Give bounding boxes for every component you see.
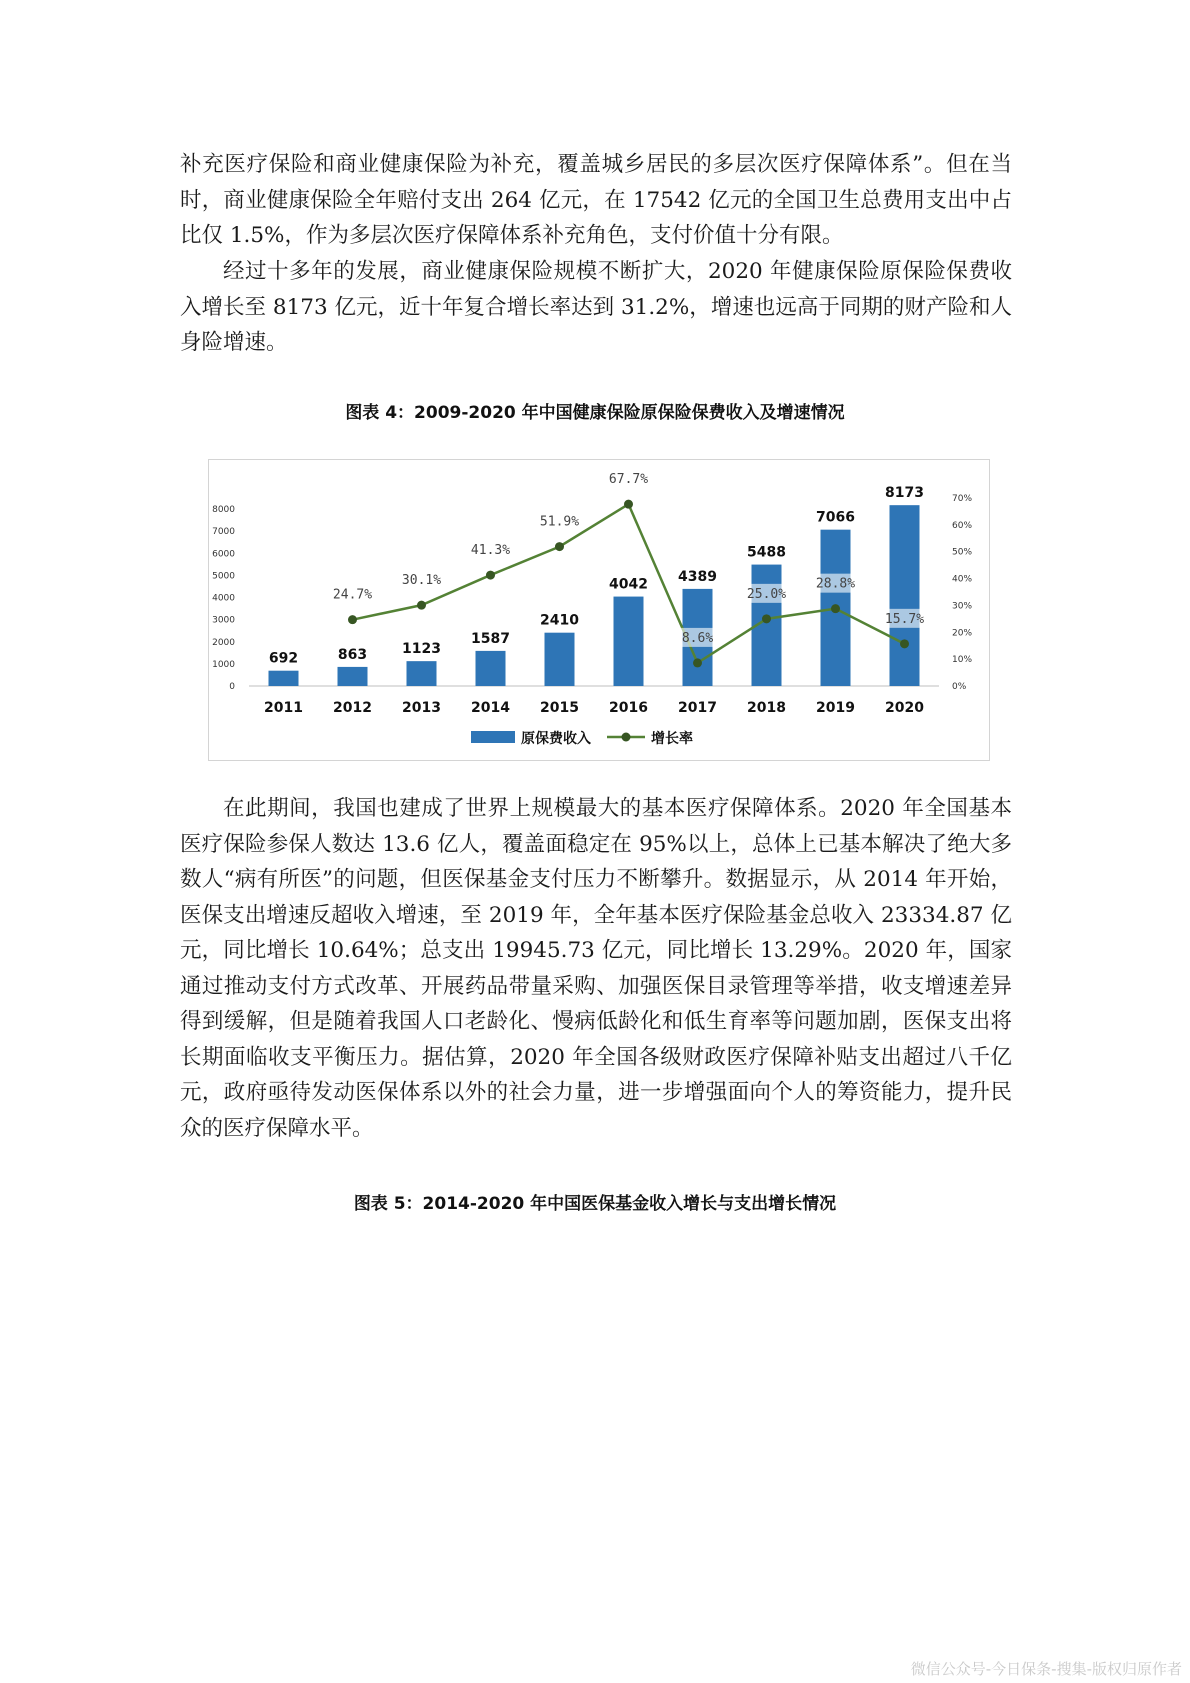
bar-label: 1587 (471, 630, 510, 647)
rate-label: 25.0% (746, 586, 787, 602)
bar-label: 7066 (816, 509, 855, 526)
bar-2020 (890, 505, 920, 686)
bar-label: 8173 (885, 485, 924, 502)
chart-canvas (209, 460, 989, 760)
right-axis-tick-label: 60% (952, 520, 973, 531)
figure-4-caption: 图表 4：2009-2020 年中国健康保险原保险保费收入及增速情况 (345, 403, 845, 423)
left-axis-tick-label: 7000 (212, 527, 235, 538)
bar-2014 (476, 651, 506, 686)
left-axis-tick-label: 5000 (212, 571, 235, 582)
bar-label: 692 (268, 650, 299, 667)
rate-label: 24.7% (332, 587, 373, 603)
premium-income-chart (208, 459, 990, 761)
legend-bar-label: 原保费收入 (521, 731, 591, 747)
legend-line-label: 增长率 (651, 731, 693, 747)
right-axis-tick-label: 70% (952, 494, 973, 504)
rate-label: 15.7% (884, 611, 925, 627)
paragraph-growth: 经过十多年的发展，商业健康保险规模不断扩大，2020 年健康保险原保险保费收入增长至 8173 亿元，近十年复合增长率达到 31.2%，增速也远高于同期的财产险和人身险增速。 (180, 259, 1012, 355)
rate-label: 8.6% (681, 630, 714, 646)
legend-bar-swatch (471, 731, 515, 743)
bar-label: 2410 (540, 612, 579, 629)
growth-rate-point (417, 601, 426, 610)
right-axis-tick-label: 40% (952, 574, 973, 585)
growth-rate-point (348, 615, 357, 624)
category-label: 2015 (540, 700, 579, 716)
growth-rate-point (762, 614, 771, 623)
growth-rate-point (486, 571, 495, 580)
left-axis-tick-label: 2000 (212, 637, 235, 648)
bar-label: 5488 (747, 544, 786, 561)
category-label: 2019 (816, 700, 855, 716)
left-axis-tick-label: 6000 (212, 549, 235, 560)
growth-rate-point (555, 542, 564, 551)
left-axis-tick-label: 3000 (212, 615, 235, 626)
bar-2012 (338, 667, 368, 686)
bar-label: 4042 (609, 576, 648, 593)
bar-2016 (614, 597, 644, 686)
right-axis-tick-label: 30% (952, 601, 973, 612)
bar-label: 863 (337, 646, 368, 663)
bar-2015 (545, 633, 575, 686)
paragraph-medical-insurance: 在此期间，我国也建成了世界上规模最大的基本医疗保障体系。2020 年全国基本医疗保险参保人数达 13.6 亿人，覆盖面稳定在 95%以上，总体上已基本解决了绝大多数人“病有所医”的问题，但医保基金支付压力不断攀升。数据显示，从 2014 年开始，医保支出增速反超收入增速，至 2019 年，全年基本医疗保险基金总收入 23334.87 亿元，同比增长 10.64%；总支出 19945.73 亿元，同比增长 13.29%。2020 年，国家通过推动支付方式改革、开展药品带量采购、加强医保目录管理等举措，收支增速差异得到缓解，但是随着我国人口老龄化、慢病低龄化和低生育率等问题加剧，医保支出将长期面临收支平衡压力。据估算，2020 年全国各级财政医疗保障补贴支出超过八千亿元，政府亟待发动医保体系以外的社会力量，进一步增强面向个人的筹资能力，提升民众的医疗保障水平。 (180, 796, 1012, 1141)
right-axis-tick-label: 50% (952, 547, 973, 558)
category-label: 2020 (885, 700, 924, 716)
category-label: 2011 (264, 700, 303, 716)
left-axis-tick-label: 4000 (212, 593, 235, 604)
category-label: 2012 (333, 700, 372, 716)
left-axis-tick-label: 1000 (212, 659, 235, 670)
category-label: 2016 (609, 700, 648, 716)
right-axis-tick-label: 0% (952, 682, 967, 692)
category-label: 2018 (747, 700, 786, 716)
rate-label: 30.1% (401, 573, 442, 589)
paragraph-intro: 补充医疗保险和商业健康保险为补充，覆盖城乡居民的多层次医疗保障体系”。但在当时，商业健康保险全年赔付支出 264 亿元，在 17542 亿元的全国卫生总费用支出中占比仅 1.5%，作为多层次医疗保障体系补充角色，支付价值十分有限。 (180, 152, 1012, 248)
category-label: 2013 (402, 700, 441, 716)
figure-5-caption: 图表 5：2014-2020 年中国医保基金收入增长与支出增长情况 (353, 1194, 837, 1214)
bar-2011 (269, 671, 299, 686)
rate-label: 41.3% (470, 543, 511, 559)
right-axis-tick-label: 10% (952, 655, 973, 666)
bar-label: 1123 (402, 641, 441, 658)
right-axis-tick-label: 20% (952, 628, 973, 639)
bar-2013 (407, 661, 437, 686)
bar-label: 4389 (678, 568, 717, 585)
left-axis-tick-label: 0 (229, 682, 235, 692)
rate-label: 28.8% (815, 576, 856, 592)
left-axis-tick-label: 8000 (212, 505, 235, 515)
growth-rate-point (693, 658, 702, 667)
category-label: 2017 (678, 700, 717, 716)
legend-line-marker (622, 733, 631, 742)
growth-rate-point (900, 639, 909, 648)
growth-rate-point (624, 500, 633, 509)
rate-label: 67.7% (608, 472, 649, 488)
rate-label: 51.9% (539, 514, 580, 530)
category-label: 2014 (471, 700, 510, 716)
growth-rate-point (831, 604, 840, 613)
watermark: 微信公众号-今日保条-搜集-版权归原作者 (910, 1660, 1182, 1678)
